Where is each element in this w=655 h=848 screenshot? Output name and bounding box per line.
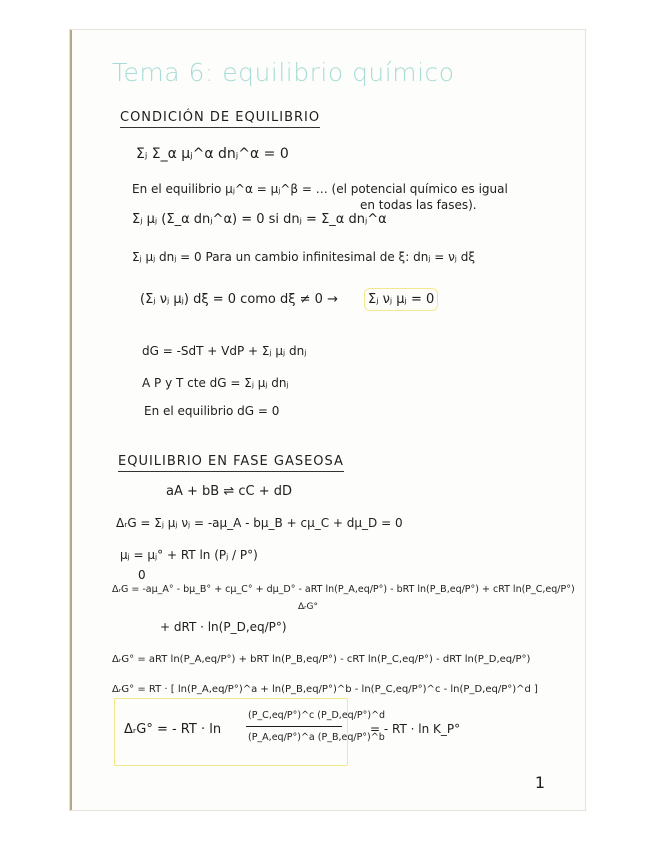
equation-line: A P y T cte dG = Σⱼ μⱼ dnⱼ <box>142 376 289 390</box>
equation-line: (Σⱼ νⱼ μⱼ) dξ = 0 como dξ ≠ 0 → <box>140 292 338 307</box>
fraction-bar <box>246 726 342 727</box>
equation-line: = - RT · ln K_P° <box>370 722 461 736</box>
section-heading-equilibrium-condition: CONDICIÓN DE EQUILIBRIO <box>120 110 320 128</box>
equation-line: Σⱼ μⱼ (Σ_α dnⱼ^α) = 0 si dnⱼ = Σ_α dnⱼ^α <box>132 212 387 227</box>
text-line: en todas las fases). <box>360 198 477 212</box>
margin-line <box>70 30 72 810</box>
equation-line: ΔᵣG = Σⱼ μⱼ νⱼ = -aμ_A - bμ_B + cμ_C + dμ_D = 0 <box>116 516 403 530</box>
equation-line: Σⱼ μⱼ dnⱼ = 0 Para un cambio infinitesimal de ξ: dnⱼ = νⱼ dξ <box>132 250 476 264</box>
text-line: En el equilibrio μⱼ^α = μⱼ^β = … (el potencial químico es igual <box>132 182 508 196</box>
equation-line: ΔᵣG = -aμ_A° - bμ_B° + cμ_C° + dμ_D° - aRT ln(P_A,eq/P°) - bRT ln(P_B,eq/P°) + cRT ln(P_C,eq/P°) <box>112 584 575 595</box>
text-line: En el equilibrio dG = 0 <box>144 404 280 418</box>
annotation-standard-gibbs: ΔᵣG° <box>298 602 318 612</box>
equation-line: ΔᵣG° = RT · [ ln(P_A,eq/P°)^a + ln(P_B,eq/P°)^b - ln(P_C,eq/P°)^c - ln(P_D,eq/P°)^d ] <box>112 684 538 695</box>
annotation-zero: 0 <box>138 568 146 582</box>
equation-line: μⱼ = μⱼ° + RT ln (Pⱼ / P°) <box>120 548 258 562</box>
equation-line: Σⱼ Σ_α μⱼ^α dnⱼ^α = 0 <box>136 146 289 162</box>
page-number: 1 <box>534 773 545 792</box>
fraction-numerator: (P_C,eq/P°)^c (P_D,eq/P°)^d <box>248 710 386 721</box>
highlighted-equation: Σⱼ νⱼ μⱼ = 0 <box>368 292 435 307</box>
page-title: Tema 6: equilibrio químico <box>112 58 455 87</box>
equation-line: aA + bB ⇌ cC + dD <box>166 484 292 499</box>
equation-line: ΔᵣG° = - RT · ln <box>124 722 222 737</box>
equation-line: ΔᵣG° = aRT ln(P_A,eq/P°) + bRT ln(P_B,eq/P°) - cRT ln(P_C,eq/P°) - dRT ln(P_D,eq/P°) <box>112 654 531 665</box>
section-heading-gas-phase-equilibrium: EQUILIBRIO EN FASE GASEOSA <box>118 454 344 472</box>
fraction-denominator: (P_A,eq/P°)^a (P_B,eq/P°)^b <box>248 732 385 743</box>
notebook-page <box>70 30 585 810</box>
equation-line: + dRT · ln(P_D,eq/P°) <box>160 620 287 634</box>
equation-line: dG = -SdT + VdP + Σⱼ μⱼ dnⱼ <box>142 344 307 358</box>
